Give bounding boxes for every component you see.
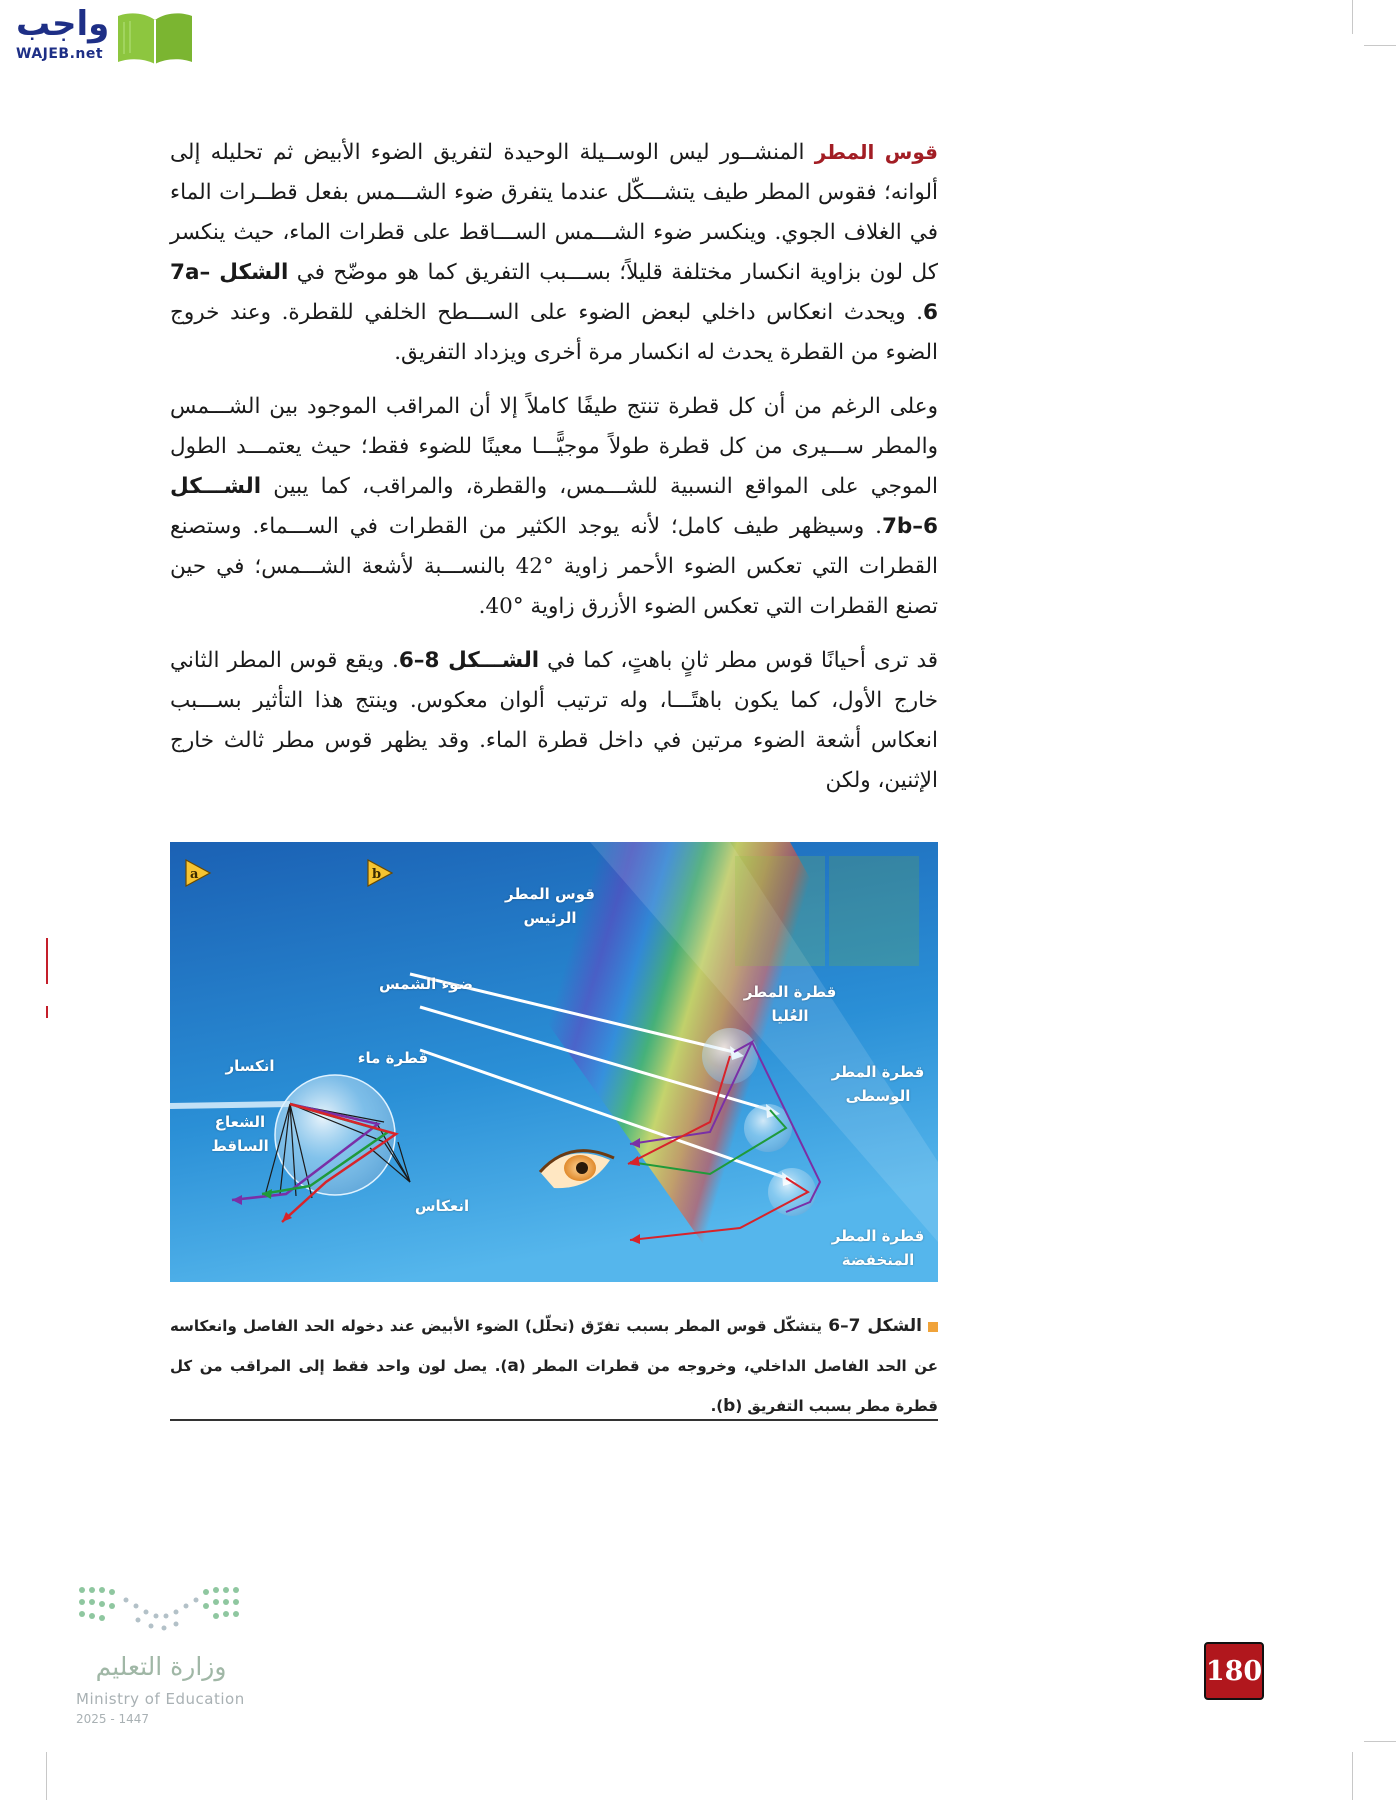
logo-brand-arabic: واجب: [16, 4, 110, 44]
ministry-of-education-logo: [76, 1580, 256, 1730]
caption-text-b: ). يصل لون واحد فقط إلى المراقب من كل قطرة مطر بسبب التفريق (: [170, 1357, 938, 1415]
body-text: [170, 132, 938, 815]
side-margin-mark: [46, 938, 48, 984]
caption-text-a: يتشكّل قوس المطر بسبب تفرّق (تحلّل) الضوء الأبيض عند دخوله الحد الفاصل وانعكاسه عن الحد الفاصل الداخلي، وخروجه من قطرات المطر (: [170, 1317, 938, 1375]
label-water-drop: قطرة ماء: [357, 1049, 429, 1067]
side-margin-mark-small: [46, 1006, 48, 1018]
ministry-name-arabic: وزارة التعليم: [95, 1652, 227, 1681]
label-reflection: انعكاس: [414, 1197, 470, 1215]
caption-text-c: ).: [710, 1397, 724, 1415]
label-main-rainbow: قوس المطر الرئيس: [505, 885, 595, 927]
paragraph-3-text-b: . ويقع قوس المطر الثاني خارج الأول، كما يكون باهتًـــا، وله ترتيب ألوان معكوس. وينتج هذا التأثير بســـبب انعكاس أشعة الضوء مرتين في داخل قطرة الماء. وقد يظهر قوس مطر ثالث خارج الإثنين، ولكن: [170, 648, 938, 793]
label-upper-drop: قطرة المطر العُليا: [743, 983, 837, 1025]
label-sunlight: ضوء الشمس: [378, 975, 474, 993]
paragraph-1: [170, 132, 938, 373]
paragraph-3-text-a: قد ترى أحيانًا قوس مطر ثانٍ باهتٍ، كما في: [539, 648, 939, 673]
paragraph-2-text-a: وعلى الرغم من أن كل قطرة تنتج طيفًا كاملاً إلا أن المراقب الموجود بين الشـــمس والمطر ســـيرى من كل قطرة طولاً موجيًّـــا معينًا للضوء فقط؛ حيث يعتمـــد الطول الموجي على المواقع النسبية للشـــمس، والقطرة، والمراقب، كما يبين: [170, 394, 938, 499]
figure-caption: [170, 1306, 938, 1426]
caption-figure-number: الشكل 7–6: [828, 1316, 922, 1336]
svg-text:a: a: [190, 867, 199, 882]
paragraph-1-text-a: المنشــور ليس الوســيلة الوحيدة لتفريق الضوء الأبيض ثم تحليله إلى ألوانه؛ فقوس المطر طيف يتشـــكّل عندما يتفرق ضوء الشـــمس بفعل قطــرات الماء في الغلاف الجوي. وينكسر ضوء الشـــمس الســـاقط على قطرات الماء، حيث ينكسر كل لون بزاوية انكسار مختلفة قليلاً؛ بســـبب التفريق كما هو موضّح في: [170, 140, 939, 285]
caption-ref-b: b: [723, 1396, 736, 1416]
figure-ref-7b[interactable]: الشـــكل 7b–6: [170, 474, 938, 539]
ministry-year: 2025 - 1447: [76, 1712, 150, 1726]
crop-mark-top-right-v: [1352, 0, 1353, 34]
crop-mark-bottom-right-h: [1364, 1741, 1396, 1742]
figure-ref-7a[interactable]: الشكل 7a–6: [170, 260, 938, 325]
label-middle-drop: قطرة المطر الوسطى: [831, 1063, 925, 1105]
caption-divider: [170, 1419, 938, 1421]
rainbow-figure: [170, 842, 938, 1282]
caption-marker-icon: [928, 1322, 938, 1332]
wajeb-logo[interactable]: [10, 6, 190, 66]
logo-brand-english: WAJEB.net: [16, 46, 104, 62]
svg-text:b: b: [372, 867, 382, 882]
label-refraction: انكسار: [225, 1057, 275, 1075]
label-incident-ray: الشعاع الساقط: [211, 1113, 269, 1155]
crop-mark-bottom-left-v: [46, 1752, 47, 1800]
paragraph-2: [170, 387, 938, 627]
figure-ref-8[interactable]: الشـــكل 8–6: [398, 648, 540, 673]
ministry-name-english: Ministry of Education: [76, 1690, 245, 1708]
paragraph-2-text-b: . وسيظهر طيف كامل؛ لأنه يوجد الكثير من القطرات في الســـماء. وستصنع القطرات التي تعكس الضوء الأحمر زاوية °42 بالنســـبة لأشعة الشـــمس؛ في حين تصنع القطرات التي تعكس الضوء الأزرق زاوية °40.: [170, 514, 938, 619]
ministry-dots-icon: [76, 1580, 246, 1644]
caption-ref-a: a: [507, 1356, 519, 1376]
page-number-badge: 180: [1204, 1642, 1264, 1700]
open-book-icon: [114, 10, 196, 66]
paragraph-3: [170, 641, 938, 801]
crop-mark-bottom-right-v: [1352, 1752, 1353, 1800]
key-term-rainbow: قوس المطر: [814, 140, 938, 164]
paragraph-1-text-b: . ويحدث انعكاس داخلي لبعض الضوء على الســـطح الخلفي للقطرة. وعند خروج الضوء من القطرة يحدث له انكسار مرة أخرى ويزداد التفريق.: [170, 300, 938, 365]
crop-mark-top-right-h: [1364, 45, 1396, 46]
label-lower-drop: قطرة المطر المنخفضة: [831, 1227, 925, 1269]
